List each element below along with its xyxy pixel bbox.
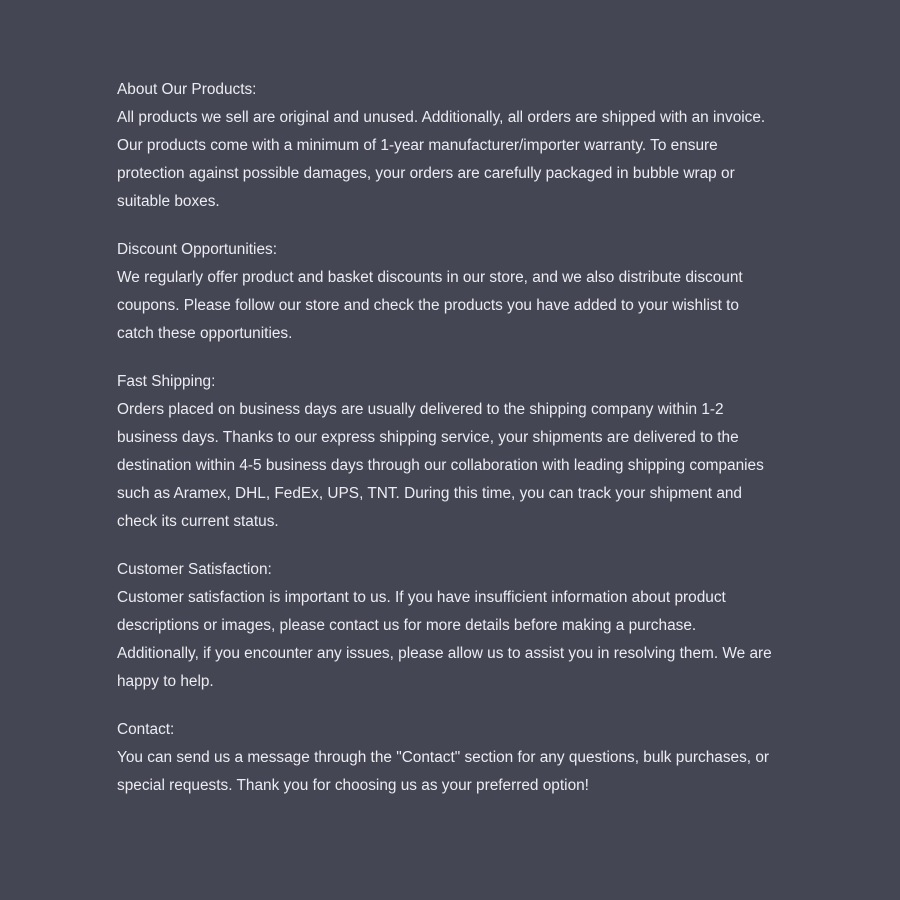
section-heading: About Our Products:: [117, 81, 257, 98]
section-heading: Discount Opportunities:: [117, 241, 277, 258]
section-heading: Fast Shipping:: [117, 373, 216, 390]
assistant-message: [117, 76, 777, 820]
section-body: All products we sell are original and unused. Additionally, all orders are shipped with an invoice. Our products come with a minimum of 1-year manufacturer/importer warranty. To ensure protection against possible damages, your orders are carefully packaged in bubble wrap or suitable boxes.: [117, 109, 766, 210]
section-body: We regularly offer product and basket discounts in our store, and we also distribute discount coupons. Please follow our store and check the products you have added to your wishlist to catch these opportunities.: [117, 269, 743, 342]
section-discount-opportunities: [117, 236, 777, 348]
section-body: Orders placed on business days are usually delivered to the shipping company within 1-2 business days. Thanks to our express shipping service, your shipments are delivered to the destination within 4-5 business days through our collaboration with leading shipping companies such as Aramex, DHL, FedEx, UPS, TNT. During this time, you can track your shipment and check its current status.: [117, 401, 764, 530]
section-contact: [117, 716, 777, 800]
section-body: You can send us a message through the "Contact" section for any questions, bulk purchases, or special requests. Thank you for choosing us as your preferred option!: [117, 749, 770, 794]
section-body: Customer satisfaction is important to us. If you have insufficient information about product descriptions or images, please contact us for more details before making a purchase. Additionally, if you encounter any issues, please allow us to assist you in resolving them. We are happy to help.: [117, 589, 772, 690]
section-about-products: [117, 76, 777, 216]
section-fast-shipping: [117, 368, 777, 536]
section-heading: Contact:: [117, 721, 175, 738]
section-heading: Customer Satisfaction:: [117, 561, 272, 578]
section-customer-satisfaction: [117, 556, 777, 696]
